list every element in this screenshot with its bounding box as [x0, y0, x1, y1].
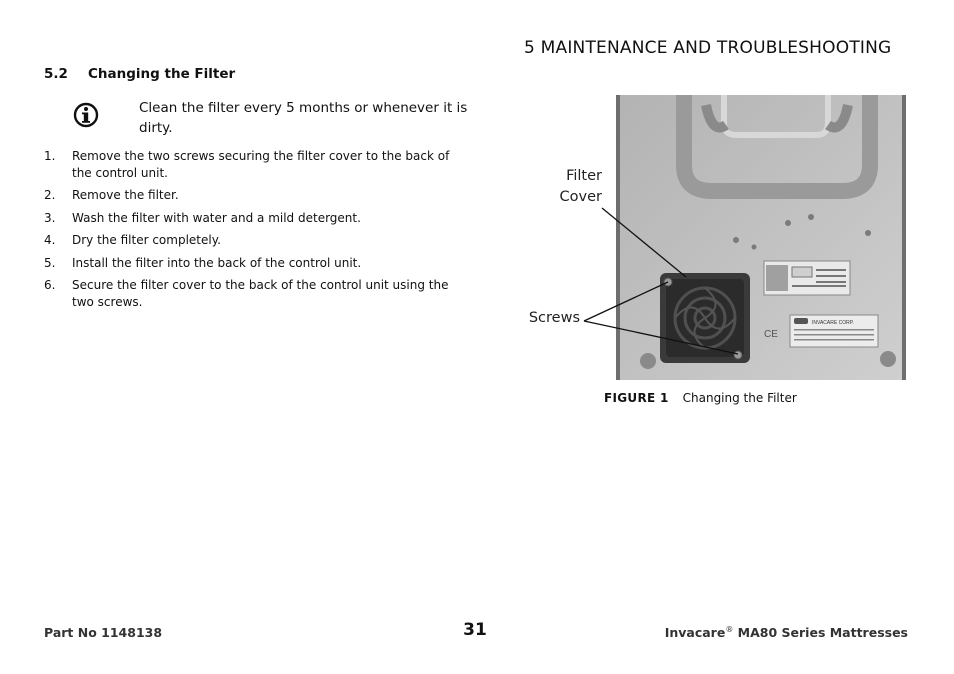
product-title: MA80 Series Mattresses [737, 625, 908, 641]
ce-mark: CE [764, 329, 778, 340]
step-number: 2. [44, 188, 56, 202]
step-text: Wash the filter with water and a mild detergent. [72, 210, 361, 225]
callout-filter-line1: Filter [566, 168, 602, 184]
callout-leader-lines [520, 90, 920, 390]
chapter-title: 5 MAINTENANCE AND TROUBLESHOOTING [524, 38, 892, 58]
figure-caption [604, 391, 797, 405]
step-text: Remove the filter. [72, 188, 179, 202]
list-item [44, 148, 469, 181]
callout-filter-line2: Cover [559, 189, 602, 205]
step-number: 6. [44, 278, 56, 292]
list-item [44, 232, 469, 249]
list-item [44, 277, 469, 310]
step-text: Remove the two screws securing the filter cover to the back of the control unit. [72, 149, 450, 180]
label-plate-brand: INVACARE CORP. [812, 320, 854, 326]
section-title: Changing the Filter [88, 66, 236, 82]
part-number: Part No 1148138 [44, 625, 163, 640]
section-heading [44, 66, 235, 82]
registered-mark: ® [725, 625, 734, 634]
callout-screws: Screws [528, 310, 580, 326]
step-number: 3. [44, 210, 56, 225]
step-text: Dry the filter completely. [72, 233, 221, 247]
step-number: 4. [44, 233, 56, 247]
brand-name: Invacare [664, 625, 726, 641]
section-number: 5.2 [44, 66, 68, 82]
figure-label: FIGURE 1 [604, 391, 669, 405]
info-icon [72, 100, 100, 130]
list-item [44, 187, 469, 204]
step-number: 1. [44, 149, 56, 163]
step-text: Install the filter into the back of the control unit. [72, 255, 362, 270]
figure [520, 90, 920, 390]
figure-caption-text: Changing the Filter [682, 391, 797, 405]
step-text: Secure the filter cover to the back of the control unit using the two screws. [72, 278, 449, 309]
steps-list [44, 148, 469, 316]
product-name [665, 625, 908, 640]
list-item [44, 210, 469, 227]
note-text: Clean the filter every 5 months or whenever it is dirty. [139, 100, 468, 136]
step-number: 5. [44, 255, 56, 270]
page-number: 31 [463, 620, 487, 640]
callout-filter-cover [550, 166, 602, 208]
list-item [44, 255, 469, 272]
